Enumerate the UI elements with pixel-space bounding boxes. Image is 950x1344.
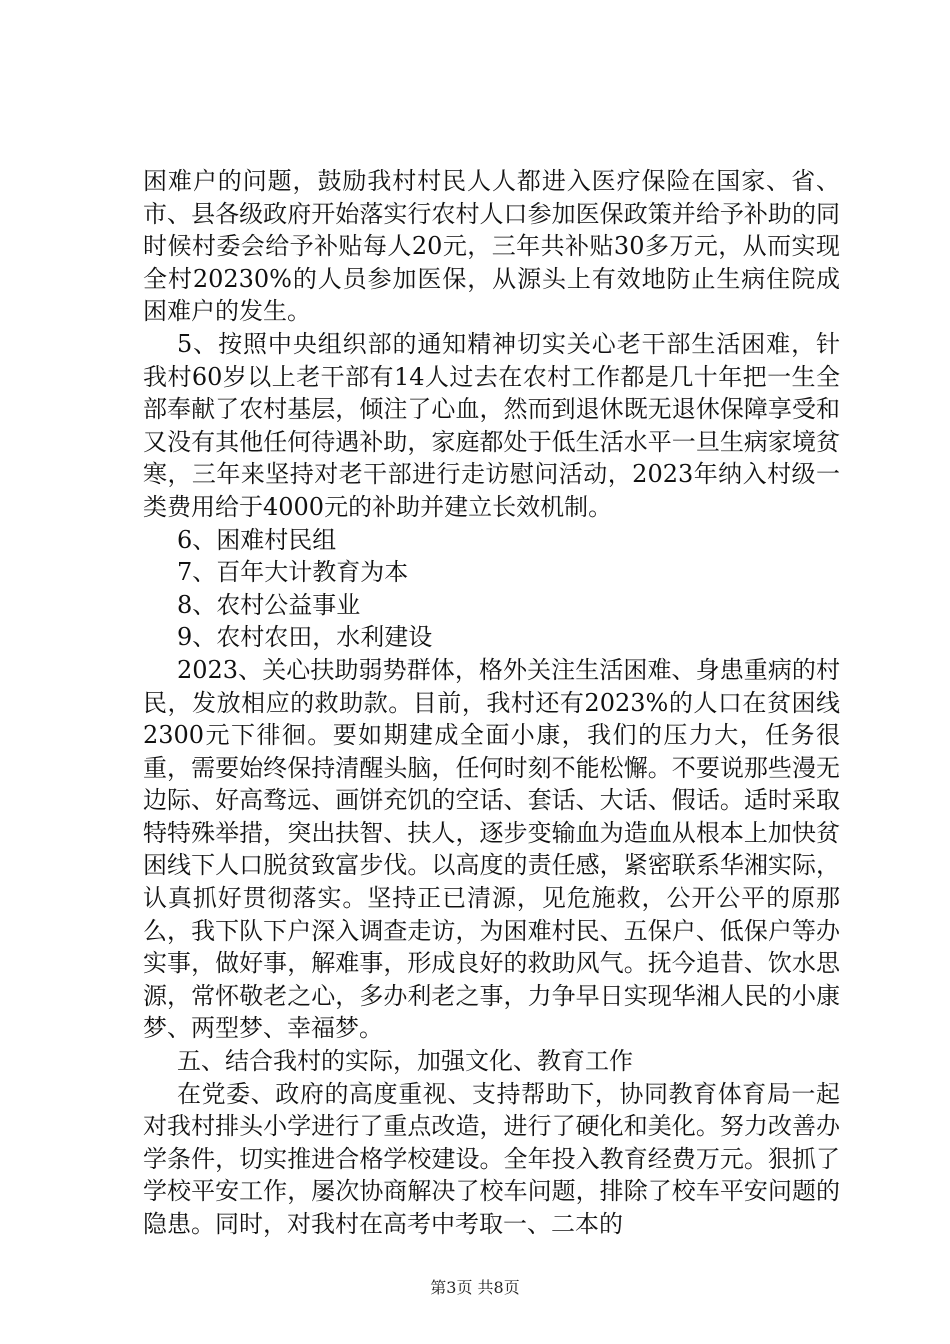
paragraph-vulnerable-groups: 2023、关心扶助弱势群体，格外关注生活困难、身患重病的村民，发放相应的救助款。目前，我村还有2023%的人口在贫困线2300元下徘徊。要如期建成全面小康，我们的压力大，任务很重，需要始终保持清醒头脑，任何时刻不能松懈。不要说那些漫无边际、好高骛远、画饼充饥的空话、套话、大话、假话。适时采取特特殊举措，突出扶智、扶人，逐步变输血为造血从根本上加快贫困线下人口脱贫致富步伐。以高度的责任感，紧密联系华湘实际，认真抓好贯彻落实。坚持正已清源，见危施救，公开公平的原那么，我下队下户深入调查走访，为困难村民、五保户、低保户等办实事，做好事，解难事，形成良好的救助风气。抚今追昔、饮水思源，常怀敬老之心，多办利老之事，力争早日实现华湘人民的小康梦、两型梦、幸福梦。 — [143, 655, 840, 1043]
paragraph-item-6: 6、困难村民组 — [177, 525, 337, 554]
paragraph-school-improvement: 在党委、政府的高度重视、支持帮助下，协同教育体育局一起对我村排头小学进行了重点改造，进行了硬化和美化。努力改善办学条件，切实推进合格学校建设。全年投入教育经费万元。狠抓了学校平安工作，屡次协商解决了校车问题，排除了校车平安问题的隐患。同时，对我村在高考中考取一、二本的 — [143, 1079, 840, 1238]
document-body — [143, 165, 840, 1241]
paragraph-medical-insurance: 困难户的问题，鼓励我村村民人人都进入医疗保险在国家、省、市、县各级政府开始落实行农村人口参加医保政策并给予补助的同时候村委会给予补贴每人20元，三年共补贴30多万元，从而实现全村20230%的人员参加医保，从源头上有效地防止生病住院成困难户的发生。 — [143, 167, 840, 326]
paragraph-item-8: 8、农村公益事业 — [177, 590, 361, 619]
paragraph-item-7: 7、百年大计教育为本 — [177, 558, 409, 587]
paragraph-veteran-cadres: 5、按照中央组织部的通知精神切实关心老干部生活困难，针我村60岁以上老干部有14人过去在农村工作都是几十年把一生全部奉献了农村基层，倾注了心血，然而到退休既无退休保障享受和又没有其他任何待遇补助，家庭都处于低生活水平一旦生病家境贫寒，三年来坚持对老干部进行走访慰问活动，2023年纳入村级一类费用给于4000元的补助并建立长效机制。 — [143, 329, 840, 521]
section-heading-culture-education: 五、结合我村的实际，加强文化、教育工作 — [177, 1047, 633, 1076]
paragraph-item-9: 9、农村农田，水利建设 — [177, 623, 433, 652]
page-number-footer: 第3页 共8页 — [430, 1278, 520, 1297]
